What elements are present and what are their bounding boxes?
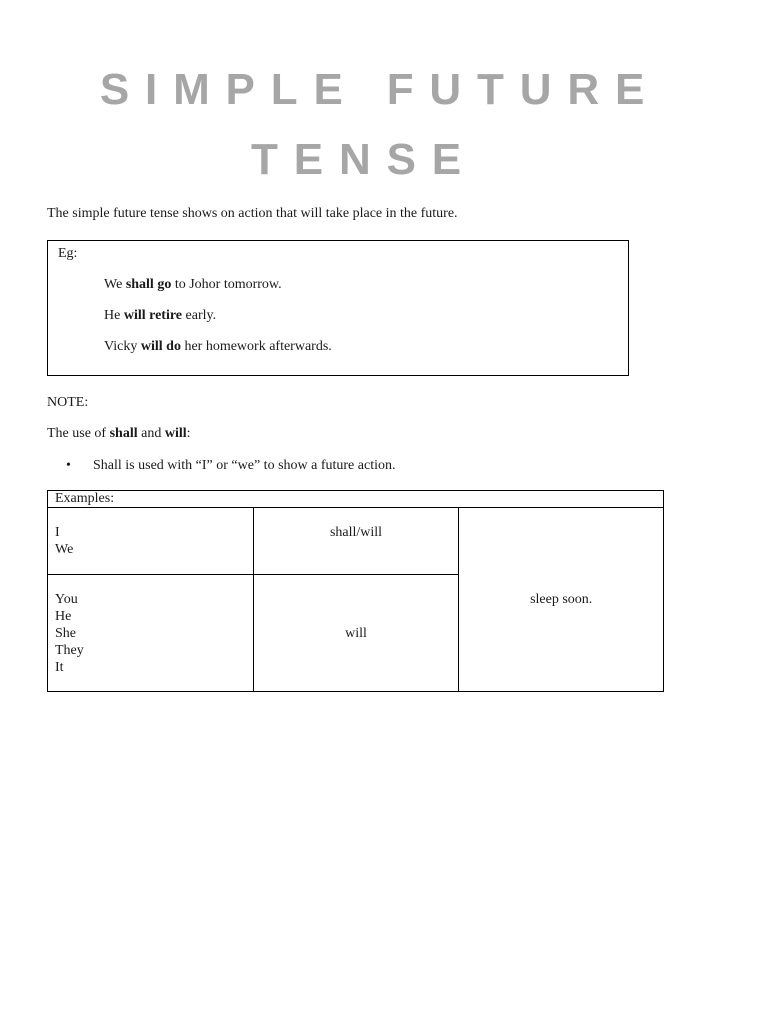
sentence-verb: shall go — [125, 277, 172, 292]
pronoun: He — [55, 609, 72, 624]
usage-word-will: will — [164, 426, 187, 441]
usage-text: and — [137, 426, 165, 441]
usage-line — [47, 425, 191, 443]
example-label: Eg: — [58, 246, 78, 261]
pronoun: We — [55, 542, 74, 557]
verb-cell: shall/will — [253, 508, 459, 575]
example-sentence — [104, 339, 332, 355]
intro-paragraph: The simple future tense shows on action that will take place in the future. — [47, 206, 458, 221]
verb-cell: will — [253, 575, 459, 692]
title-line-2: TENSE — [251, 135, 477, 184]
pronoun-cell — [48, 575, 254, 692]
sentence-text: her homework afterwards. — [180, 339, 332, 354]
examples-table — [47, 490, 664, 692]
usage-text: : — [186, 426, 191, 441]
sentence-verb: will retire — [123, 308, 183, 323]
pronoun: I — [55, 525, 60, 540]
table-header: Examples: — [48, 491, 664, 508]
pronoun: It — [55, 660, 64, 675]
pronoun-cell — [48, 508, 254, 575]
example-sentence — [104, 277, 282, 293]
sentence-text: Vicky — [104, 339, 141, 354]
usage-text: The use of — [47, 426, 110, 441]
completion-cell: sleep soon. — [459, 508, 664, 692]
bullet-text: Shall is used with “I” or “we” to show a future action. — [93, 458, 396, 473]
bullet-icon: • — [66, 458, 71, 473]
sentence-verb: will do — [140, 339, 181, 354]
pronoun: They — [55, 643, 84, 658]
example-box — [47, 240, 629, 376]
example-sentence — [104, 308, 216, 324]
pronoun: She — [55, 626, 76, 641]
sentence-text: to Johor tomorrow. — [171, 277, 282, 292]
usage-word-shall: shall — [109, 426, 138, 441]
sentence-text: He — [104, 308, 124, 323]
sentence-text: early. — [182, 308, 217, 323]
note-heading: NOTE: — [47, 395, 89, 410]
pronoun: You — [55, 592, 78, 607]
sentence-text: We — [104, 277, 126, 292]
title-line-1: SIMPLE FUTURE — [99, 65, 661, 114]
